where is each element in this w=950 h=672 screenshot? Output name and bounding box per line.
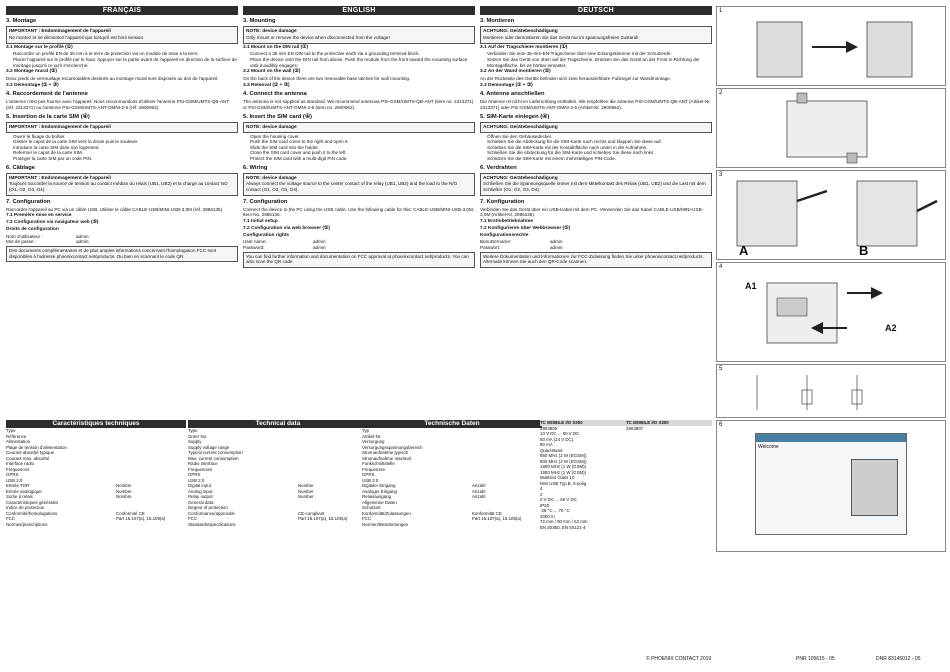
row-label: Référence	[6, 433, 27, 439]
login-row	[243, 245, 475, 251]
subsection-title: 3.3 Removal (① + ③)	[243, 82, 290, 88]
row-label: Degree of protection	[188, 505, 228, 510]
note-text: Ne montez et ne démontez l'appareil que lorsqu'il est hors tension.	[9, 34, 145, 40]
model-a: TC MOBILE I/O X200	[540, 420, 583, 425]
value-cell: 900 MHz (2 W (EGSM))	[540, 458, 587, 464]
label-b: B	[859, 243, 869, 258]
user-label: Nom d'utilisateur :	[6, 233, 43, 239]
row-label: FCC	[188, 516, 198, 521]
wall-mount-illustration	[717, 89, 945, 167]
login-title: Configuration rights	[243, 232, 290, 238]
row-label: Standards/specifications	[188, 521, 236, 527]
list-item: • Slide the SIM card into the holder.	[250, 145, 475, 151]
note-text: Only mount or remove the device when disconnected from the voltage!	[246, 34, 390, 40]
user-label: Benutzername:	[480, 239, 512, 245]
row-value: Part 15.107(a), 15.109(a)	[472, 516, 522, 521]
instruction-list	[6, 134, 238, 162]
note-title: NOTE: device damage	[246, 29, 297, 35]
login-title: Konfigurationsrechte	[480, 232, 529, 238]
subsection-title: 3.1 Mount on the DIN rail (①)	[243, 44, 309, 50]
login-title: Droits de configuration	[6, 226, 59, 232]
browser-titlebar	[756, 434, 906, 442]
value-cell: 1800 MHz (1 W (GSM))	[540, 464, 587, 469]
section-title: 6. Verdrahten	[480, 164, 517, 171]
row-label: USB 2.0	[6, 477, 23, 483]
section-title: 5. Insertion de la carte SIM (④)	[6, 113, 90, 120]
row-label: Conformité/homologations	[6, 510, 58, 516]
list-item: • Setzen Sie das Gerät von oben auf die Tragschiene. Drücken Sie das Gerät an der Front in Richtung der Montagefläche, bis es hörbar einrastet.	[487, 57, 712, 68]
row-value: Nombre	[116, 488, 132, 494]
row-label: Schutzart	[362, 505, 381, 510]
paragraph: On the back of the device there are two removable base latches for wall mounting.	[243, 75, 411, 81]
row-label: Indice de protection	[6, 505, 45, 510]
list-item: • Placer l'appareil sur le profilé par le haut. Appuyer sur la partie avant de l'appareil en direction de la surface de montage jusqu'à ce qu'il s'enclenche.	[13, 57, 238, 68]
label-a: A	[739, 243, 749, 258]
label-a1: A1	[745, 281, 757, 291]
list-item: • Öffnen Sie den Gehäusedeckel.	[487, 134, 712, 140]
row-label: Relaisausgang	[362, 494, 392, 499]
tech-table-values	[540, 420, 712, 530]
figure-number: 3	[719, 172, 723, 178]
table-row	[362, 522, 542, 528]
subsection-title: 7.2 Configuration via web browser (⑤)	[243, 225, 330, 231]
note-title: ACHTUNG: Gerätebeschädigung	[483, 124, 558, 130]
note-title: NOTE: device damage	[246, 175, 297, 181]
figure-number: 5	[719, 366, 723, 372]
warning-note	[243, 173, 475, 196]
list-item: • Close the SIM card cover and push it to the left.	[250, 150, 475, 156]
tech-table-en	[188, 420, 368, 527]
subsection-title: 7.1 Première mise en service	[6, 213, 72, 219]
subsection-title: 7.2 Konfigurieren über Webbrowser (⑤)	[480, 225, 571, 231]
sim-card-illustration	[717, 263, 945, 361]
row-label: Artikel-Nr.	[362, 433, 382, 439]
note-text: Schließen Sie die Spannungsquelle immer mit dem Mittelkontakt des Relais (UB1, UB2) und die Last mit dem Schließer (O1, O2, O3, O4).	[483, 181, 706, 193]
row-label: GPRS	[6, 472, 19, 477]
row-label: USB 2.0	[362, 477, 379, 483]
value-cell: 850 MHz (2 W (EGSM))	[540, 453, 587, 458]
row-label: Typical current consumption	[188, 450, 243, 455]
list-item: • Glisser le capot de la carte SIM vers la droite puis le soulever.	[13, 139, 238, 145]
list-item: • Introduire la carte SIM dans son logement.	[13, 145, 238, 151]
note-text: Montieren oder demontieren Sie das Gerät nur im spannungsfreien Zustand!	[483, 34, 639, 40]
row-label: Radio interface	[188, 461, 218, 466]
section-title: 6. Câblage	[6, 164, 35, 171]
list-item: • Push the SIM card cover to the right and open it.	[250, 139, 475, 145]
value-cell: 80 mA	[540, 442, 553, 447]
row-value: Nombre	[116, 494, 132, 499]
section-title: 3. Mounting	[243, 18, 276, 24]
row-label: Supply	[188, 439, 202, 444]
value-cell: 1900 MHz (1 W (GSM))	[540, 469, 587, 475]
paragraph: Die Antenne ist nicht im Lieferumfang enthalten. Wir empfehlen die Antenne PSI-GSM/UMTS-QB-ANT (Artikel-Nr. 2313371) oder PSI-GSM/UMTS-ANT-OMNI-2-5 (Artikel-Nr. 2900962).	[480, 99, 711, 111]
label-a2: A2	[885, 323, 897, 333]
instruction-list	[480, 51, 712, 68]
row-value: Anzahl	[472, 488, 486, 494]
list-item: • Schließen Sie die Abdeckung für die SIM-Karte und schieben Sie diese nach links.	[487, 150, 712, 156]
row-label: Courant max. absorbé	[6, 455, 50, 461]
row-label: Max. current consumption	[188, 455, 239, 461]
paragraph: The antenna is not supplied as standard. We recommend antennas PSI-GSM/UMTS-QB-ANT (item no. 2313371) or PSI-GSM/UMTS-ANT-OMNI-2-5 (item no. 2900962).	[243, 99, 474, 111]
list-item: • Verbinden Sie eine 35-mm-EN-Tragschiene über eine Erdungsklemme mit der Schutzerde.	[487, 51, 712, 57]
value-cell: -25 °C ... 70 °C	[540, 508, 570, 513]
user-value: admin	[76, 233, 89, 239]
list-item: • Refermer le capot de la carte SIM.	[13, 150, 238, 156]
column-header-fr: FRANÇAIS	[6, 6, 238, 15]
password-value: admin	[313, 245, 326, 250]
section-title: 4. Raccordement de l'antenne	[6, 91, 88, 98]
figure-number: 4	[719, 264, 723, 270]
value-cell: Multislot Class 10	[540, 475, 575, 480]
row-label: General data	[188, 499, 214, 505]
warning-note	[6, 26, 238, 43]
column-fr	[6, 6, 238, 416]
dnr: DNR 83145012 - 05	[876, 656, 921, 662]
row-label: Sortie à relais	[6, 494, 33, 499]
paragraph: Connect the device to the PC using the USB cable. Use the following cable for this: CABLE-USB/MINI-USB-3,0M, Item No. 2986135.	[243, 206, 475, 218]
subsection-title: 3.1 Montage sur le profilé (①)	[6, 44, 73, 50]
value-cell: 2	[540, 491, 543, 497]
list-item: • Connect a 35 mm EN DIN rail to the protective earth via a grounding terminal block.	[250, 51, 475, 57]
login-row	[6, 239, 238, 245]
paragraph: An der Rückseite des Geräts befinden sich zwei herausziehbare Fußriegel zur Wandmontage.	[480, 75, 672, 81]
pnr: PNR 105615 - 05	[796, 656, 835, 662]
row-label: Funkschnittstelle	[362, 461, 395, 466]
table-header: Technische Daten	[362, 420, 542, 428]
row-label: Fréquences	[6, 466, 30, 472]
row-label: Order No.	[188, 433, 208, 439]
row-label: Type	[6, 428, 16, 433]
row-label: Normen/Bestimmungen	[362, 521, 409, 527]
section-title: 4. Connect the antenna	[243, 91, 307, 98]
table-header: Caractéristiques techniques	[6, 420, 186, 428]
instruction-list	[480, 134, 712, 162]
subsection-title: 7.1 Initial setup	[243, 218, 278, 224]
tech-table-fr	[6, 420, 186, 527]
list-item: • Schützen Sie die SIM-Karte mit einem mehrstelligen PIN-Code.	[487, 156, 712, 162]
table-header: Technical data	[188, 420, 368, 428]
note-text: Des documents complémentaires et de plus amples informations concernant l'homologation FCC sont disponibles à l'adresse phoenixcontact.net/products. Ou bien en scannant le code QR.	[9, 248, 217, 259]
row-label: Versorgungsspannungsbereich	[362, 444, 423, 450]
note-text: Always connect the voltage source to the center contact of the relay (UB1, UB2) and the load to the N/O contact (O1, O2, O3, O4).	[246, 181, 458, 193]
row-value: Number	[298, 483, 314, 488]
row-value: Part 15.107(a), 15.109(a)	[298, 516, 348, 521]
section-title: 3. Montieren	[480, 18, 515, 24]
row-label: Stromaufnahme maximal	[362, 455, 411, 461]
value-cell: Quad-Band	[540, 447, 563, 453]
subsection-title: 3.2 Montage mural (②)	[6, 69, 57, 75]
figure-number: 6	[719, 422, 723, 428]
subsection-title: 7.2 Configuration via navigateur web (⑤)	[6, 220, 99, 226]
subsection-title: 3.3 Demontage (① + ③)	[480, 82, 533, 88]
value-cell: 72 mm / 90 mm / 62 mm	[540, 519, 588, 524]
row-label: Interface radio	[6, 461, 35, 466]
info-note	[6, 246, 238, 262]
browser-screenshot	[755, 433, 907, 535]
value-cell: 2000 m	[540, 513, 555, 519]
note-title: ACHTUNG: Gerätebeschädigung	[483, 175, 558, 181]
row-value: Konformität CE	[472, 510, 502, 516]
note-title: IMPORTANT : Endommagement de l'appareil	[9, 124, 111, 130]
value-cell: 4	[540, 486, 543, 491]
subsection-title: 3.2 An der Wand montieren (②)	[480, 69, 551, 75]
list-item: • Place the device onto the DIN rail from above. Push the module from the front toward the mounting surface until it audibly engages.	[250, 57, 475, 68]
warning-note	[480, 173, 712, 196]
row-label: Type	[188, 428, 198, 433]
row-value: Conformité CE	[116, 510, 145, 516]
password-value: admin	[76, 239, 89, 245]
column-de	[480, 6, 712, 416]
user-label: User name:	[243, 239, 267, 245]
column-en	[243, 6, 475, 416]
warning-note	[6, 173, 238, 196]
note-title: NOTE: device damage	[246, 124, 297, 130]
paragraph: Raccorder l'appareil au PC via un câble USB. Utiliser le câble CABLE-USB/MINI-USB-3,0M (réf. 2986135).	[6, 206, 224, 212]
removal-illustration	[717, 171, 945, 259]
row-label: Digitaler Eingang	[362, 483, 396, 488]
row-label: Alimentation	[6, 439, 31, 444]
password-value: admin	[550, 245, 563, 250]
warning-note	[480, 122, 712, 133]
figure-4	[716, 262, 946, 362]
info-note	[480, 252, 712, 268]
info-note	[243, 252, 475, 268]
row-label: Frequencies	[188, 466, 213, 472]
note-text: You can find further information and documentation on FCC approval at phoenixcontact.net/products. You can also scan the QR code.	[246, 253, 469, 265]
row-label: Stromaufnahme typisch	[362, 450, 409, 455]
row-value: Number	[298, 494, 314, 499]
subsection-title: 3.1 Auf der Tragschiene montieren (①)	[480, 44, 568, 50]
figure-number: 2	[719, 90, 723, 96]
value-cell: Mini USB Typ B, 5-polig	[540, 480, 587, 486]
subsection-title: 3.2 Mount on the wall (②)	[243, 69, 301, 75]
paragraph: Verbinden Sie das Gerät über ein USB-Kabel mit dem PC. Verwenden Sie das Kabel CABLE-USB/MINI-USB-3,0M (Artikel-Nr. 2986135).	[480, 206, 704, 218]
instruction-list	[6, 51, 238, 68]
tech-table-de	[362, 420, 542, 527]
row-label: Entrée TOR	[6, 483, 30, 488]
value-cell: 10 V DC ... 60 V DC	[540, 431, 580, 436]
value-cell: 50 mA (24 V DC)	[540, 436, 574, 442]
column-header-en: ENGLISH	[243, 6, 475, 15]
row-label: Digital input	[188, 483, 211, 488]
password-label: Passwort:	[480, 245, 501, 250]
figure-1	[716, 6, 946, 86]
figure-5	[716, 364, 946, 418]
list-item: • Schieben Sie die Abdeckung für die SIM-Karte nach rechts und klappen Sie diese auf.	[487, 139, 712, 145]
note-text: Weitere Dokumentation und Informationen zur FCC-Zulassung finden Sie unter phoenixcontact.net/products. Alternativ können Sie auch den QR-Code scannen.	[483, 253, 704, 265]
note-title: IMPORTANT : Endommagement de l'appareil	[9, 175, 111, 181]
row-value: Number	[298, 488, 314, 494]
row-label: Frequenzen	[362, 466, 386, 472]
table-row	[188, 522, 368, 528]
row-label: Typ	[362, 428, 370, 433]
subsection-title: 7.1 Erstinbetriebnahme	[480, 218, 534, 224]
row-value: Nombre	[116, 483, 132, 488]
section-title: 5. SIM-Karte einlegen (④)	[480, 113, 550, 120]
section-title: 7. Configuration	[243, 198, 288, 205]
row-label: FCC	[362, 516, 372, 521]
list-item: • Schieben Sie die SIM-Karte mit der Kontaktfläche nach unten in die Aufnahme.	[487, 145, 712, 151]
note-title: ACHTUNG: Gerätebeschädigung	[483, 29, 558, 35]
list-item: • Protéger la carte SIM par un code PIN.	[13, 156, 238, 162]
warning-note	[243, 122, 475, 133]
row-label: FCC	[6, 516, 16, 521]
value-cell: 0 V DC ... 60 V DC	[540, 497, 577, 502]
section-title: 4. Antenne anschließen	[480, 91, 545, 98]
figure-6	[716, 420, 946, 552]
row-label: Courant absorbé typique	[6, 450, 55, 455]
login-row	[480, 245, 712, 251]
subsection-title: 3.3 Démontage (① + ③)	[6, 82, 59, 88]
value-cell: IP20	[540, 502, 550, 508]
row-label: Allgemeine Daten	[362, 499, 397, 505]
instruction-list	[243, 51, 475, 68]
row-label: Relay output	[188, 494, 213, 499]
warning-note	[480, 26, 712, 43]
table-row	[6, 522, 186, 528]
instruction-list	[243, 134, 475, 162]
list-item: • Raccorder un profilé EN de 35 mm à la terre de protection via un module de mise à la terre.	[13, 51, 238, 57]
row-value: Anzahl	[472, 494, 486, 499]
paragraph: L'antenne n'est pas fournie avec l'appareil. Nous recommandons d'utiliser l'antenne PSI-GSM/UMTS-QB-ANT (réf. 2313371) ou l'antenne PSI-GSM/UMTS-ANT-OMNI-2-5 (réf. 2900962).	[6, 99, 230, 111]
order-a: 2903805	[540, 425, 558, 431]
browser-title: Welcome	[758, 444, 779, 450]
order-b: 2903807	[626, 425, 644, 431]
password-label: Password:	[243, 245, 265, 250]
row-label: GPRS	[188, 472, 201, 477]
list-item: • Protect the SIM card with a multi-digit PIN code.	[250, 156, 475, 162]
model-b: TC MOBILE I/O X300	[626, 420, 669, 425]
din-rail-mount-illustration	[717, 7, 945, 85]
figure-2	[716, 88, 946, 168]
row-label: Normes/prescriptions	[6, 521, 48, 527]
row-value: CE-compliant	[298, 510, 325, 516]
note-text: Toujours raccorder la source de tension au contact médian du relais (UB1, UB2) et la charge au contact NO (O1, O2, O3, O4).	[9, 181, 228, 193]
row-label: Entrée analogique	[6, 488, 42, 494]
figure-3	[716, 170, 946, 260]
list-item: • Open the housing cover.	[250, 134, 475, 140]
wiring-diagram	[717, 365, 945, 417]
row-label: GPRS	[362, 472, 375, 477]
row-label: Caractéristiques générales	[6, 499, 59, 505]
password-label: Mot de passe :	[6, 239, 37, 245]
section-title: 7. Konfiguration	[480, 198, 525, 205]
section-title: 6. Wiring	[243, 164, 268, 171]
row-label: USB 2.0	[188, 477, 205, 483]
paragraph: Deux pieds de verrouillage escamotables destinés au montage mural sont disposés au dos de l'appareil.	[6, 75, 219, 81]
row-label: Versorgung	[362, 439, 385, 444]
note-title: IMPORTANT : Endommagement de l'appareil	[9, 29, 111, 35]
row-label: Conformance/approvals	[188, 510, 235, 516]
user-value: admin	[550, 239, 563, 245]
row-label: Konformität/Zulassungen	[362, 510, 411, 516]
row-value: Anzahl	[472, 483, 486, 488]
row-label: Supply voltage range	[188, 444, 230, 450]
value-cell: EN 50360, EN 50121-4	[540, 524, 586, 530]
list-item: • Ouvrir le fluage du boîtier.	[13, 134, 238, 140]
figure-number: 1	[719, 8, 723, 14]
column-header-de: DEUTSCH	[480, 6, 712, 15]
section-title: 3. Montage	[6, 18, 37, 24]
row-label: Analoger Eingang	[362, 488, 397, 494]
warning-note	[6, 122, 238, 133]
device-image	[851, 459, 898, 516]
row-label: Analog input	[188, 488, 213, 494]
user-value: admin	[313, 239, 326, 245]
section-title: 5. Insert the SIM card (④)	[243, 113, 312, 120]
section-title: 7. Configuration	[6, 198, 51, 205]
row-value: Part 15.107(a), 15.109(a)	[116, 516, 166, 521]
copyright: © PHOENIX CONTACT 2019	[646, 656, 712, 662]
row-label: Plage de tension d'alimentation	[6, 444, 67, 450]
warning-note	[243, 26, 475, 43]
